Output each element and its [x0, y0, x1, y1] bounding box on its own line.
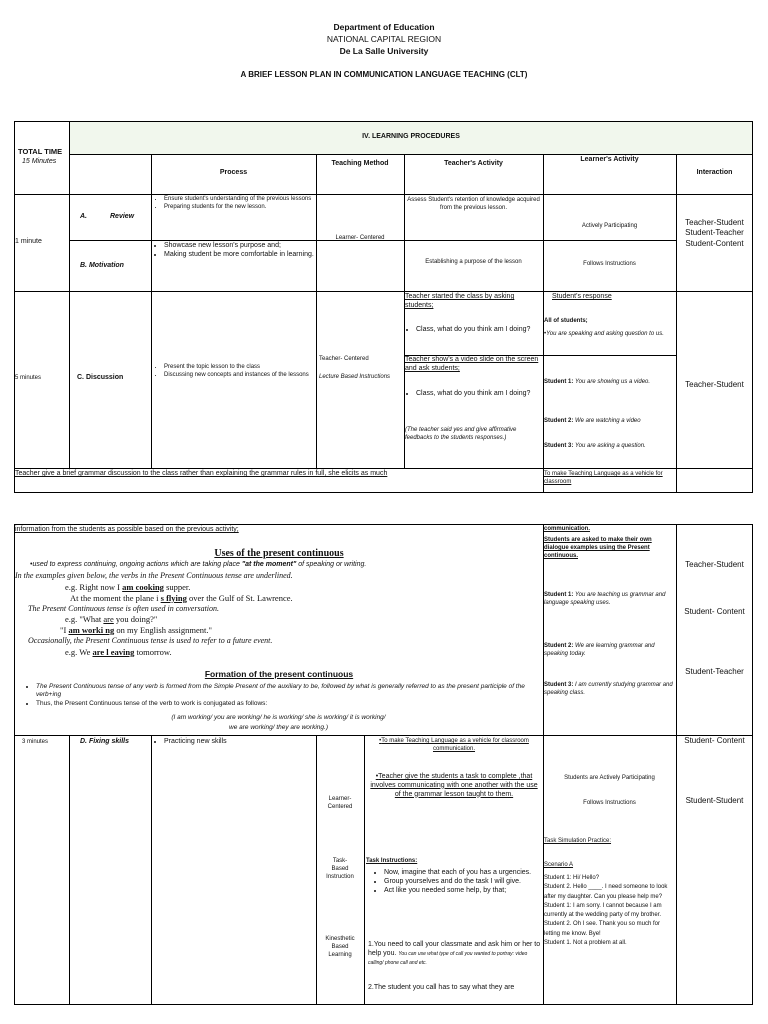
review-bullets: • Ensure student's understanding of the previous lessons • Preparing students for the new lesson.: [154, 196, 314, 212]
row2-method-sub: Lecture Based Instructions: [319, 374, 391, 380]
learner-all: All of students;: [544, 318, 588, 324]
total-time-label: TOTAL TIME: [18, 147, 63, 156]
row1-teacher-a: Assess Student's retention of knowledge acquired from the previous lesson.: [407, 197, 540, 211]
conversation-line: The Present Continuous tense is often used in conversation.: [28, 604, 220, 613]
learner-student-3: Student 3: You are asking a question.: [544, 443, 646, 449]
grammar-cont-line: information from the students as possible based on the previous activity;: [15, 526, 239, 533]
examples-intro: In the examples given below, the verbs in the Present Continuous tense are underlined.: [15, 571, 293, 580]
fix-bullet: • Practicing new skills: [154, 738, 314, 747]
learner-all-answer: •You are speaking and asking question to us.: [544, 331, 664, 337]
row1-teacher-b: Establishing a purpose of the lesson: [425, 259, 522, 265]
row2-interaction: Teacher-Student: [685, 380, 744, 389]
uses-desc: •used to express continuing, ongoing actions which are taking place "at the moment" of speaking or writing.: [30, 561, 367, 568]
interaction-student-content: Student- Content: [684, 607, 745, 616]
header-title: A BRIEF LESSON PLAN IN COMMUNICATION LANGUAGE TEACHING (CLT): [240, 70, 528, 79]
example-2: At the moment the plane i s flying over the Gulf of St. Lawrence.: [70, 593, 293, 603]
learner-student-1: Student 1: You are showing us a video.: [544, 379, 651, 385]
right-student-2: Student 2: We are learning grammar and speaking today.: [544, 643, 655, 657]
interaction-student-teacher: Student-Teacher: [685, 667, 744, 676]
discussion-label: C. Discussion: [77, 374, 124, 381]
motivation-label: B. Motivation: [80, 262, 124, 269]
uses-title: Uses of the present continuous: [214, 548, 344, 559]
total-minutes: 15 Minutes: [22, 158, 57, 165]
row2-time: 5 minutes: [15, 375, 42, 381]
conjugation-line-2: we are working/ they are working.): [229, 724, 328, 731]
fix-method-task: Task- Based Instruction: [326, 858, 354, 880]
fix-label: D. Fixing skills: [80, 738, 130, 745]
review-letter: A.: [80, 213, 87, 220]
fix-teacher-2: •Teacher give the students a task to complete ,that involves communicating with one another with the use of the grammar lesson taught to them.: [370, 773, 538, 798]
grammar-intro-text: Teacher give a brief grammar discussion to the class rather than explaining the grammar rules in full, she elicits as much: [15, 470, 388, 477]
task-bullets: • Now, imagine that each of you has a urgencies. • Group yourselves and do the task I will give. • Act like you needed some help, by that;: [368, 869, 542, 895]
right-dialogue-task: Students are asked to make their own dialogue examples using the Present continuous.: [544, 537, 652, 559]
formation-title: Formation of the present continuous: [204, 669, 354, 679]
discussion-teacher-2-q: • Class, what do you think am I doing?: [406, 390, 540, 399]
fix-learner-1: Students are Actively Participating: [564, 775, 655, 781]
right-student-1: Student 1: You are teaching us grammar and language speaking uses.: [544, 592, 666, 606]
scenario-a: Scenario A: [544, 862, 574, 868]
fix-method-kinesthetic: Kinesthetic Based Learning: [325, 936, 355, 958]
discussion-bullets: • Present the topic lesson to the class • Discussing new concepts and instances of the lessons: [154, 364, 314, 380]
row1-method: Learner- Centered: [335, 235, 385, 241]
task-step-2: 2.The student you call has to say what they are: [368, 984, 515, 991]
fix-learner-2: Follows Instructions: [583, 800, 636, 806]
future-line: Occasionally, the Present Continuous tense is used to refer to a future event.: [28, 636, 273, 645]
fix-interaction-2: Student-Student: [685, 796, 744, 805]
discussion-teacher-1: Teacher started the class by asking students;: [405, 293, 515, 309]
discussion-teacher-2: Teacher show's a video slide on the screen and ask students;: [405, 356, 539, 372]
row1-interaction: Teacher-Student Student-Teacher Student-Content: [685, 218, 744, 248]
col-interaction: Interaction: [696, 169, 733, 176]
header-university: De La Salle University: [339, 46, 429, 56]
grammar-intro-right: To make Teaching Language as a vehicle for classroom: [544, 471, 663, 485]
fix-method-learner: Learner- Centered: [327, 796, 353, 810]
right-communication: communication.: [544, 526, 591, 532]
formation-bullets: • The Present Continuous tense of any verb is formed from the Simple Present of the auxiliary to be, followed by what is generally referred to as the present participle of the verb+ing • Thus, the Present Continuous tense of the verb to work is conjugated as follows:: [16, 683, 540, 708]
dialogue: Student 1: Hi/ Hello? Student 2. Hello ____. I need someone to look after my daughter. Can you please help me? Student 1: I am sorry. I cannot because I am currently at the wedding party of my brother. Student 2. Oh I see. Thank you so much for letting me know. Bye! Student 1. Not a problem at all.: [544, 875, 668, 947]
example-1: e.g. Right now I am cooking supper.: [65, 582, 191, 592]
conjugation-line-1: (I am working/ you are working/ he is working/ she is working/ it is working/: [171, 714, 386, 721]
learner-response-head: Student's response: [552, 293, 612, 300]
section-title: IV. LEARNING PROCEDURES: [362, 133, 460, 140]
example-3: e.g. "What are you doing?": [65, 614, 158, 624]
col-learner: Learner's Activity: [580, 156, 639, 163]
row1-time: 1 minute: [15, 238, 42, 245]
row1-learner-b: Follows Instructions: [583, 261, 636, 267]
right-student-3: Student 3: I am currently studying grammar and speaking class.: [544, 682, 673, 696]
discussion-teacher-1-q: • Class, what do you think am I doing?: [406, 326, 540, 335]
motivation-bullets: • Showcase new lesson's purpose and; • Making student be more comfortable in learning.: [154, 242, 314, 260]
fix-interaction-1: Student- Content: [684, 736, 745, 745]
learner-student-2: Student 2: We are watching a video: [544, 418, 641, 424]
interaction-teacher-student: Teacher-Student: [685, 560, 744, 569]
row1-learner-a: Actively Participating: [581, 223, 638, 229]
fix-time: 3 minutes: [22, 739, 49, 745]
header-region: NATIONAL CAPITAL REGION: [326, 34, 442, 44]
header-department: Department of Education: [333, 22, 435, 32]
col-process: Process: [219, 169, 248, 176]
task-instructions-head: Task Instructions:: [366, 858, 418, 864]
sim-head: Task Simulation Practice:: [544, 838, 612, 844]
col-method: Teaching Method: [331, 160, 389, 167]
col-teacher: Teacher's Activity: [444, 160, 503, 167]
example-4: "I am worki ng on my English assignment.": [60, 625, 212, 635]
discussion-teacher-note: (The teacher said yes and give affirmative feedbacks to the students responses.): [405, 427, 517, 441]
row2-method: Teacher- Centered: [319, 356, 369, 362]
example-5: e.g. We are l eaving tomorrow.: [65, 647, 172, 657]
review-label: Review: [110, 213, 135, 220]
task-step-1: 1.You need to call your classmate and ask him or her to help you. You can use what type of call you wanted to portray: video calling/ phone call and etc.: [368, 941, 541, 966]
fix-teacher-1: •To make Teaching Language as a vehicle for classroom communication.: [379, 738, 529, 752]
